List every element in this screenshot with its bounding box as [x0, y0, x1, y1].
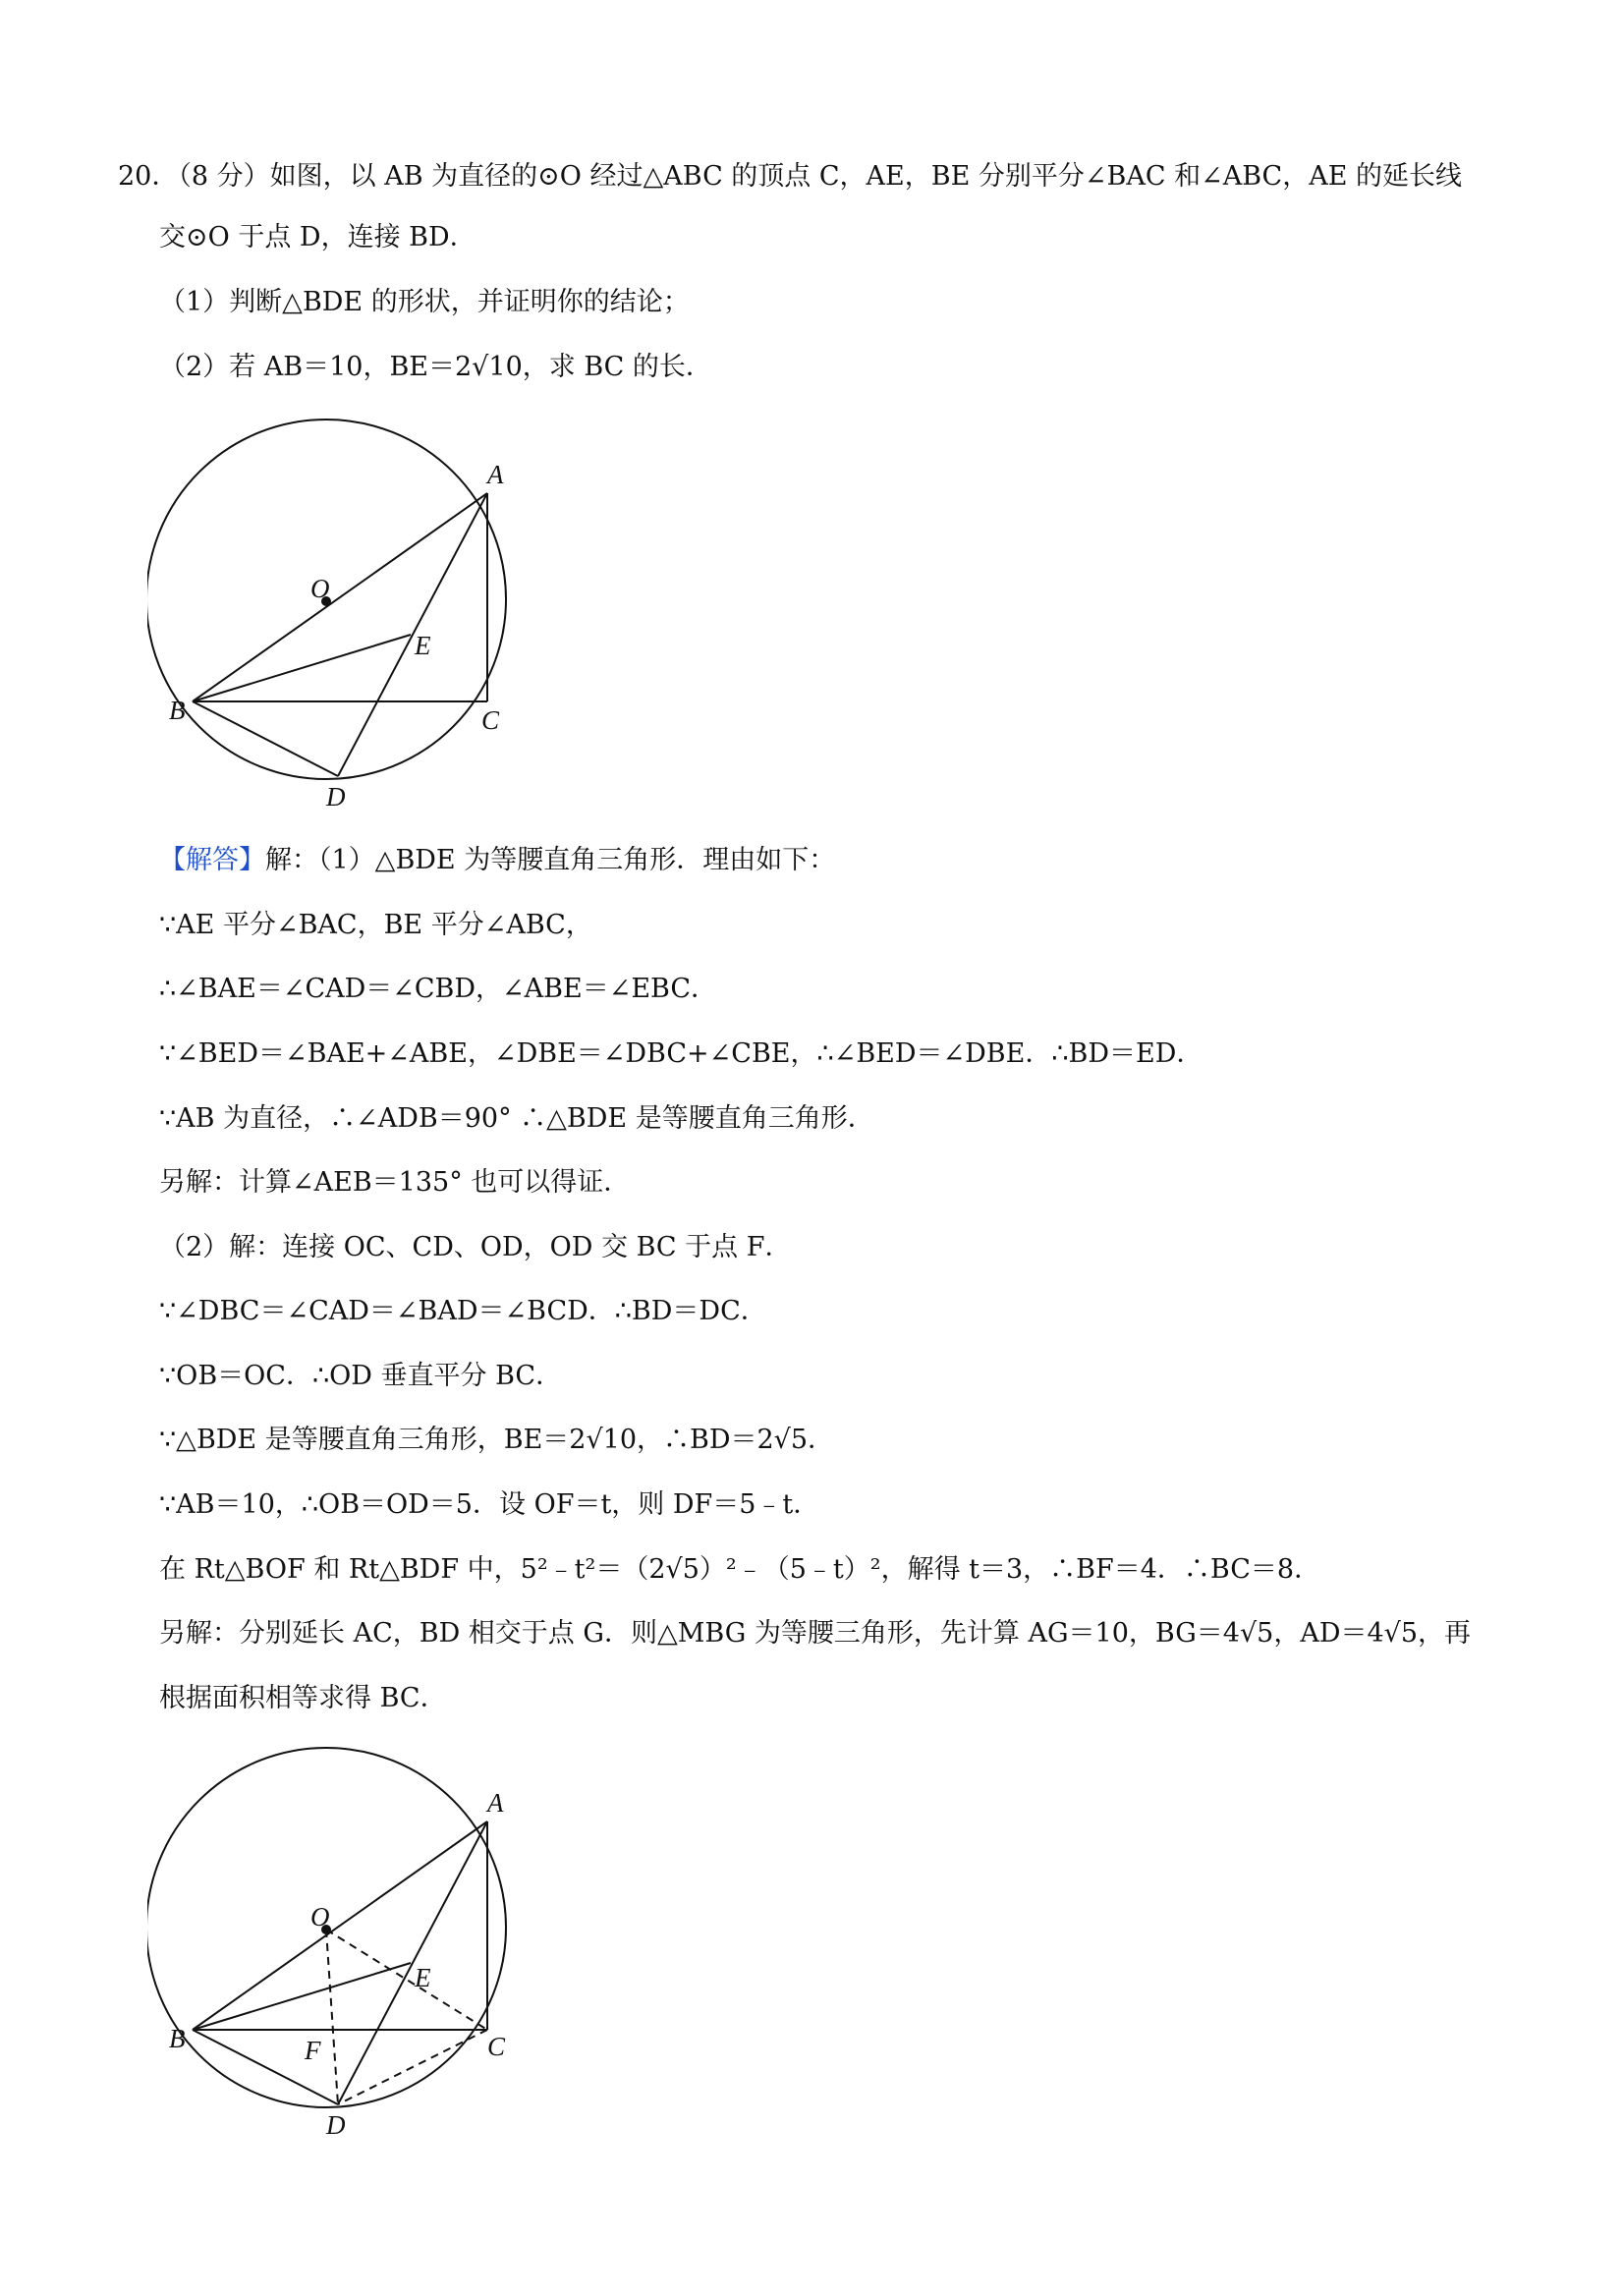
label-e: E — [415, 1963, 431, 1992]
question-part-2: （2）若 AB＝10，BE＝2√10，求 BC 的长． — [159, 352, 712, 382]
answer-line-3: ∴∠BAE＝∠CAD＝∠CBD，∠ABE＝∠EBC． — [159, 974, 718, 1004]
label-o: O — [310, 1902, 330, 1932]
answer-line-10: ∵△BDE 是等腰直角三角形，BE＝2√10，∴BD＝2√5． — [159, 1425, 835, 1455]
segment-oc-dashed — [326, 1930, 487, 2030]
label-d: D — [326, 2110, 346, 2140]
label-b: B — [169, 696, 186, 725]
segment-bd — [193, 701, 338, 776]
answer-line-1 — [159, 841, 835, 880]
segment-be — [193, 635, 411, 701]
segment-ad — [338, 493, 487, 776]
segment-be — [193, 1963, 411, 2030]
label-d: D — [326, 782, 346, 812]
label-a: A — [487, 1788, 504, 1818]
answer-line-12: 在 Rt△BOF 和 Rt△BDF 中，5²﹣t²＝（2√5）²﹣（5﹣t）²，解得 t＝3，∴BF＝4．∴BC＝8． — [159, 1554, 1321, 1585]
label-b: B — [169, 2024, 186, 2053]
answer-tag: 【解答】 — [159, 845, 265, 875]
answer-line-6: 另解：计算∠AEB＝135° 也可以得证． — [159, 1167, 631, 1198]
question-line-2: 交⊙O 于点 D，连接 BD． — [159, 222, 476, 252]
segment-ab — [193, 1821, 487, 2030]
label-c: C — [481, 705, 500, 735]
label-e: E — [415, 631, 431, 660]
figure-1 — [147, 413, 560, 825]
label-f: F — [305, 2036, 321, 2065]
segment-od-dashed — [326, 1930, 338, 2104]
answer-line-4: ∵∠BED＝∠BAE+∠ABE，∠DBE＝∠DBC+∠CBE，∴∠BED＝∠DBE．∴BD＝ED． — [159, 1038, 1203, 1069]
answer-s1: 解：（1）△BDE 为等腰直角三角形．理由如下： — [265, 845, 836, 875]
answer-line-9: ∵OB＝OC．∴OD 垂直平分 BC． — [159, 1361, 563, 1391]
answer-line-2: ∵AE 平分∠BAC，BE 平分∠ABC， — [159, 910, 592, 940]
segment-ad — [338, 1821, 487, 2104]
answer-line-7: （2）解：连接 OC、CD、OD，OD 交 BC 于点 F． — [159, 1232, 792, 1262]
answer-line-13: 另解：分别延长 AC，BD 相交于点 G．则△MBG 为等腰三角形，先计算 AG＝10，BG＝4√5，AD＝4√5，再 — [159, 1618, 1472, 1649]
answer-line-8: ∵∠DBC＝∠CAD＝∠BAD＝∠BCD．∴BD＝DC． — [159, 1296, 767, 1326]
answer-line-5: ∵AB 为直径，∴∠ADB＝90° ∴△BDE 是等腰直角三角形． — [159, 1103, 874, 1134]
answer-line-11: ∵AB＝10，∴OB＝OD＝5．设 OF＝t，则 DF＝5﹣t． — [159, 1489, 820, 1520]
label-a: A — [487, 460, 504, 489]
question-line-1: 20．（8 分）如图，以 AB 为直径的⊙O 经过△ABC 的顶点 C，AE，BE 分别平分∠BAC 和∠ABC，AE 的延长线 — [118, 161, 1463, 192]
label-o: O — [310, 574, 330, 603]
answer-line-14: 根据面积相等求得 BC． — [159, 1683, 447, 1713]
question-part-1: （1）判断△BDE 的形状，并证明你的结论； — [159, 287, 690, 317]
label-c: C — [487, 2032, 506, 2061]
figure-2 — [147, 1741, 560, 2154]
segment-ab — [193, 493, 487, 701]
